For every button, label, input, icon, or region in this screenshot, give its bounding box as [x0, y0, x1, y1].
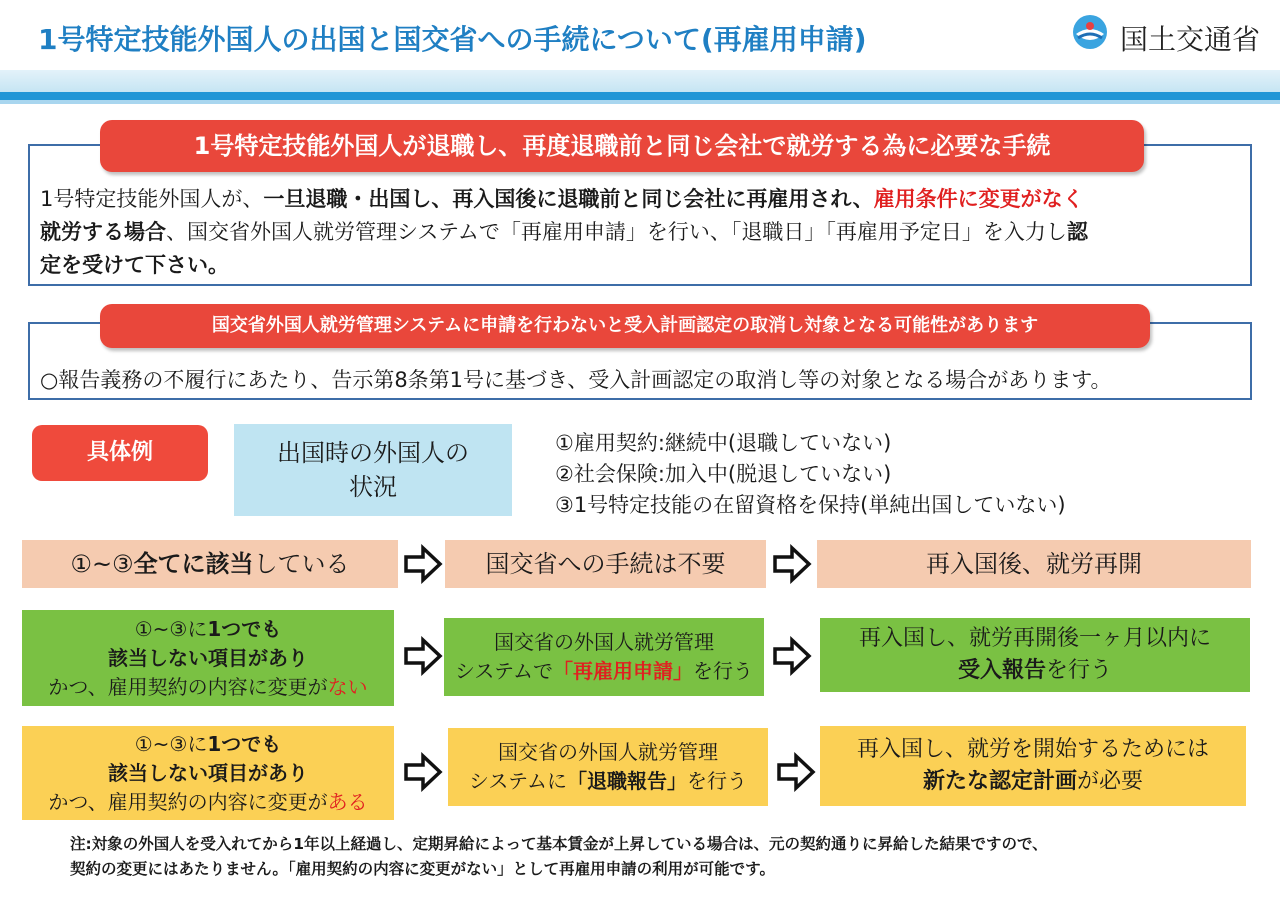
header-rule-light: [0, 100, 1280, 104]
footnote-line-2: 契約の変更にはあたりません。「雇用契約の内容に変更がない」として再雇用申請の利用が可能です。: [70, 860, 775, 878]
body-text: 、国交省外国人就労管理システムで「再雇用申請」を行い、「退職日」「再雇用予定日」を入力し: [166, 220, 1067, 244]
row2-condition: [22, 610, 394, 706]
condition-item: ②社会保険:加入中(脱退していない): [555, 462, 892, 486]
emphasis-bold-text: 一旦退職・出国し、再入国後に退職前と同じ会社に再雇用され、: [263, 187, 874, 211]
row1-condition-a: ①~③: [70, 550, 134, 578]
row2-result-text: を行う: [1046, 658, 1113, 683]
row3-cond-bold: 1つでも: [207, 731, 282, 756]
body-text: 1号特定技能外国人が、: [40, 187, 264, 211]
row2-action-text: を行う: [693, 659, 753, 683]
row2-action-line-1: 国交省の外国人就労管理: [494, 630, 714, 654]
row3-action-text: システムに: [469, 769, 567, 793]
row3-result-line-1: 再入国し、就労を開始するためには: [856, 737, 1209, 762]
emphasis-bold-text: 認: [1066, 220, 1088, 244]
row2-result-line-2: [820, 655, 1250, 687]
row3-cond-text: かつ、雇用契約の内容に変更が: [48, 789, 328, 814]
row3-result-bold: 新たな認定計画: [922, 769, 1077, 794]
row2-condition-line-1: [22, 615, 394, 644]
arrow-right-icon: [403, 636, 443, 676]
emphasis-bold-text: 定を受けて下さい。: [40, 253, 229, 277]
row1-condition-bold: 全てに該当: [133, 550, 254, 578]
arrow-right-icon: [772, 544, 812, 584]
row2-cond-text: かつ、雇用契約の内容に変更が: [48, 674, 328, 699]
row2-result-line-1: 再入国し、就労再開後一ヶ月以内に: [858, 626, 1211, 651]
ministry-logo: [1068, 12, 1268, 56]
row3-action-line-2: [448, 767, 768, 796]
row3-result-text: が必要: [1077, 769, 1144, 794]
row2-action-line-2: [444, 657, 764, 686]
row3-condition-line-1: [22, 730, 394, 759]
logo-text: 国土交通省: [1120, 23, 1261, 56]
status-line-1: 出国時の外国人の: [277, 439, 469, 467]
procedure-line-3: [40, 249, 1240, 282]
row2-action: [444, 618, 764, 696]
warning-heading: 国交省外国人就労管理システムに申請を行わないと受入計画認定の取消し対象となる可能性があります: [100, 304, 1150, 348]
row1-result: 再入国後、就労再開: [817, 540, 1251, 588]
row2-result-bold: 受入報告: [957, 658, 1046, 683]
procedure-line-1: [40, 183, 1240, 216]
row1-condition-c: している: [253, 550, 350, 578]
emphasis-bold-text: 就労する場合: [40, 220, 166, 244]
row3-action-text: を行う: [687, 769, 747, 793]
procedure-heading: 1号特定技能外国人が退職し、再度退職前と同じ会社で就労する為に必要な手続: [100, 120, 1144, 172]
status-box: [234, 424, 512, 516]
header-rule: [0, 92, 1280, 100]
row1-action: 国交省への手続は不要: [445, 540, 766, 588]
row2-cond-red: ない: [327, 674, 368, 699]
header-band: [0, 70, 1280, 92]
row2-cond-bold: 1つでも: [207, 616, 282, 641]
row2-action-text: システムで: [455, 659, 553, 683]
condition-item: ③1号特定技能の在留資格を保持(単純出国していない): [555, 493, 1066, 517]
condition-item: ①雇用契約:継続中(退職していない): [555, 431, 892, 455]
arrow-right-icon: [403, 544, 443, 584]
arrow-right-icon: [772, 636, 812, 676]
condition-list: [555, 428, 1066, 521]
row2-condition-line-3: [22, 673, 394, 702]
row3-result-line-2: [820, 766, 1246, 798]
row2-action-red: 「再雇用申請」: [553, 659, 693, 683]
row2-cond-text: ①~③に: [134, 616, 208, 641]
row3-cond-text: ①~③に: [134, 731, 208, 756]
row3-action-bold: 「退職報告」: [567, 769, 687, 793]
row3-condition-line-2: 該当しない項目があり: [108, 760, 308, 785]
status-line-2: 状況: [349, 473, 397, 501]
footnote: [70, 832, 1260, 882]
warning-text: ○報告義務の不履行にあたり、告示第8条第1号に基づき、受入計画認定の取消し等の対象となる場合があります。: [40, 368, 1112, 392]
row3-condition-line-3: [22, 788, 394, 817]
footnote-line-1: 注:対象の外国人を受入れてから1年以上経過し、定期昇給によって基本賃金が上昇している場合は、元の契約通りに昇給した結果ですので、: [70, 835, 1048, 853]
row1-condition: [22, 540, 398, 588]
arrow-right-icon: [776, 752, 816, 792]
procedure-text: [40, 183, 1240, 282]
procedure-line-2: [40, 216, 1240, 249]
row3-result: [820, 726, 1246, 806]
example-badge: 具体例: [32, 425, 208, 481]
row3-condition: [22, 726, 394, 820]
page-title: 1号特定技能外国人の出国と国交省への手続について(再雇用申請): [38, 23, 867, 56]
row3-cond-red: ある: [327, 789, 368, 814]
row3-action: [448, 728, 768, 806]
emphasis-red-text: 雇用条件に変更がなく: [873, 187, 1084, 211]
arrow-right-icon: [403, 752, 443, 792]
row3-action-line-1: 国交省の外国人就労管理: [498, 740, 718, 764]
mlit-logo-icon: [1068, 12, 1112, 56]
row2-result: [820, 618, 1250, 692]
row2-condition-line-2: 該当しない項目があり: [108, 645, 308, 670]
